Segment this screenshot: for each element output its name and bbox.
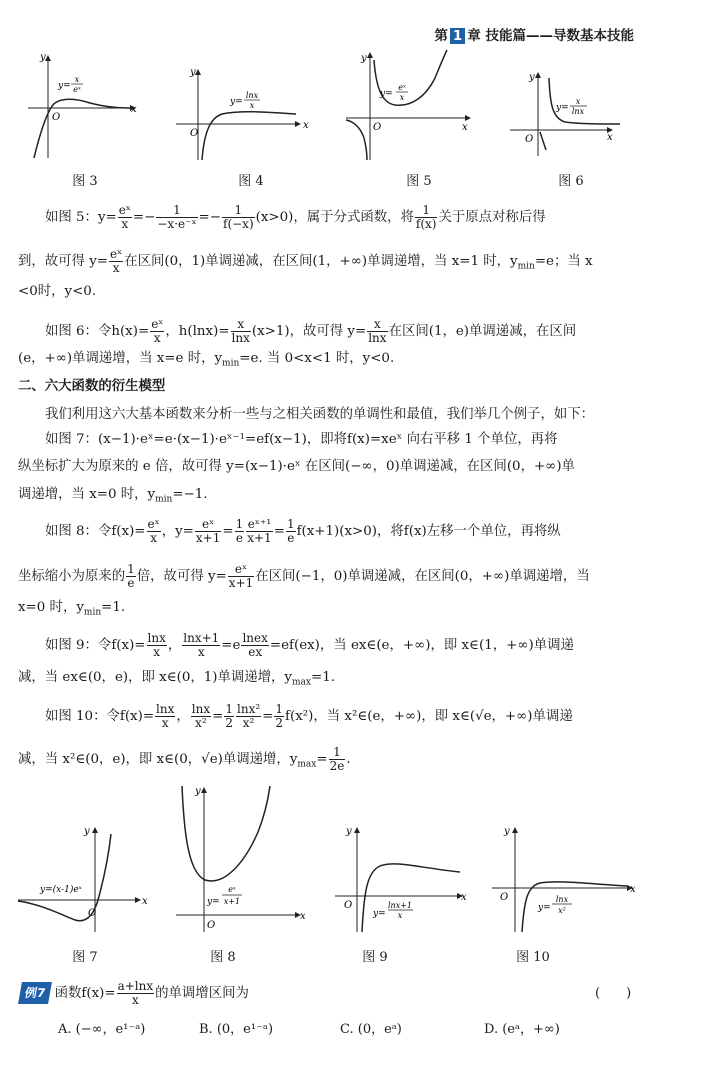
svg-text:lnx: lnx [245,91,259,100]
svg-text:x: x [607,132,613,143]
svg-text:x²: x² [558,906,566,915]
svg-text:eˣ: eˣ [398,83,406,92]
para-fig7-line1: 如图 7：(x−1)·eˣ=e·(x−1)·eˣ⁻¹=ef(x−1)，即将f(x)=xeˣ 向右平移 1 个单位，再将 [45,432,558,447]
graph-4 [176,67,309,160]
svg-text:y: y [361,53,367,64]
svg-text:y=: y= [207,897,220,907]
para-fig8-line2: 坐标缩小为原来的 $\frac{1}{e}$ 倍，故可得 y= $\frac{\text{eˣ}}{x+1}$ 在区间(−1，0)单调递减，在区间(0，+∞)单调递增，当 [18,562,590,590]
para-fig9-line2: 减，当 ex∈(0，e)，即 x∈(0，1)单调递增，$y_{max}=1$. [18,670,335,688]
graph-9-curve [362,864,460,932]
svg-text:y: y [529,72,535,83]
svg-text:O: O [88,908,97,919]
option-d[interactable]: D. (eᵃ，+∞) [484,1022,560,1037]
para-fig6-line1: 如图 6：令h(x)= $\frac{\text{eˣ}}{x}$ ，h(lnx)= $\frac{x}{\ln x}$ (x>1)，故可得 y= $\frac{x}{\ln x}$ 在区间(1，e)单调递减，在区间 [45,317,577,345]
caption-fig6: 图 6 [558,174,584,189]
graph-3 [28,52,137,158]
para-fig5-line3: <0时，y<0. [18,284,97,299]
graph-10 [492,826,636,932]
svg-text:eˣ: eˣ [228,885,236,894]
svg-text:x: x [397,911,403,920]
example-badge: 例7 [18,982,52,1004]
para-fig6-line2: (e，+∞)单调递增，当 x=e 时，$y_{min}=e$. 当 0<x<1 时，y<0. [18,351,395,369]
graph-5 [346,50,470,160]
section-title: 二、六大函数的衍生模型 [18,379,166,394]
caption-fig9: 图 9 [362,950,388,965]
graph-7 [18,826,148,932]
svg-text:y: y [190,67,196,78]
caption-fig5: 图 5 [406,174,432,189]
svg-text:lnx: lnx [555,895,569,904]
para-fig7-line3: 调递增，当 x=0 时，$y_{min}=-1$. [18,487,208,505]
para-fig9-line1: 如图 9：令f(x)= $\frac{\ln x}{x}$ ， $\frac{\ln x+1}{x}$ =e $\frac{\text{lnex}}{ex}$ =ef(ex)，当 ex∈(e，+∞)，即 x∈(1，+∞)单调递 [45,631,574,659]
para-fig10-line1: 如图 10：令f(x)= $\frac{\ln x}{x}$ ， $\frac{\ln x}{\text{x²}}$ = $\frac{1}{2}$ $\frac{\text{lnx²}}{\text{x²}}$ = $\frac{1}{2}$ f(x²)，当 x²∈(e，+∞)，即 x∈(√e，+∞)单调递 [45,702,573,730]
option-a[interactable]: A. (−∞，e¹⁻ᵃ) [58,1022,146,1037]
graph-7-curve [18,834,111,921]
svg-text:x: x [575,97,581,106]
svg-text:eˣ: eˣ [73,85,81,94]
svg-text:y=(x-1)eˣ: y=(x-1)eˣ [40,885,82,895]
svg-text:O: O [190,128,199,139]
svg-text:x+1: x+1 [223,897,241,906]
intro-text: 我们利用这六大基本函数来分析一些与之相关函数的单调性和最值，我们举几个例子，如下： [45,407,595,422]
svg-text:y=: y= [373,909,386,919]
svg-text:y=: y= [380,89,393,99]
svg-text:y=: y= [556,103,569,113]
example-7-question: 例7 函数f(x)= $\frac{a+\ln x}{x}$ 的单调增区间为 [20,980,702,1007]
para-fig8-line3: x=0 时，$y_{min}=1$. [18,600,126,618]
para-fig5-line1: 如图 5：y= $\frac{\text{eˣ}}{x}$ =− $\frac{1}{\text{−x·e⁻ˣ}}$ =− $\frac{1}{f(-x)}$ (x>0)，属于分式函数，将 $\frac{1}{f(x)}$ 关于原点对称后得 [45,203,546,231]
graph-6-curve [549,78,620,124]
graph-9 [335,826,467,932]
svg-text:x: x [74,75,80,84]
graph-4-curve [202,112,296,160]
svg-text:O: O [344,900,353,911]
graph-8-curve [182,786,270,881]
svg-text:x: x [300,911,306,922]
caption-fig7: 图 7 [72,950,98,965]
caption-fig10: 图 10 [516,950,550,965]
caption-fig4: 图 4 [238,174,264,189]
svg-text:O: O [525,134,534,145]
svg-text:O: O [207,920,216,931]
svg-text:y=: y= [538,903,551,913]
para-fig8-line1: 如图 8：令f(x)= $\frac{\text{eˣ}}{x}$ ，y= $\frac{\text{eˣ}}{x+1}$ = $\frac{1}{e}$ $\frac{\text{eˣ⁺¹}}{x+1}$ = $\frac{1}{e}$ f(x+1)(x>0)，将f(x)左移一个单位，再将纵 [45,517,561,545]
chapter-header: 第 1 章 技能篇——导数基本技能 [434,28,634,44]
svg-text:x: x [131,104,137,115]
svg-text:x: x [303,120,309,131]
option-c[interactable]: C. (0，eᵃ) [340,1022,402,1037]
svg-text:y: y [40,52,46,63]
svg-text:x: x [249,101,255,110]
svg-text:lnx: lnx [571,107,585,116]
option-b[interactable]: B. (0，e¹⁻ᵃ) [199,1022,274,1037]
answer-bracket: ( ) [595,986,632,1001]
svg-text:x: x [399,93,405,102]
svg-text:O: O [52,112,61,123]
bottom-graphs [0,782,719,942]
svg-text:O: O [373,122,382,133]
svg-text:y=: y= [58,81,71,91]
svg-text:O: O [500,892,509,903]
svg-text:x: x [142,896,148,907]
para-fig7-line2: 纵坐标扩大为原来的 e 倍，故可得 y=(x−1)·eˣ 在区间(−∞，0)单调递减，在区间(0，+∞)单 [18,459,575,474]
para-fig10-line2: 减，当 x²∈(0，e)，即 x∈(0，√e)单调递增，$y_{max}=$ $\frac{1}{2e}$ . [18,745,351,773]
svg-text:y: y [346,826,352,837]
chapter-number: 1 [450,28,465,44]
svg-text:x: x [461,892,467,903]
svg-text:x: x [630,884,636,895]
caption-fig8: 图 8 [210,950,236,965]
svg-text:y: y [195,786,201,797]
svg-text:y=: y= [230,97,243,107]
graph-8 [176,786,306,932]
caption-fig3: 图 3 [72,174,98,189]
graph-6-curve-left [540,132,546,150]
graph-5-curve-left [346,120,367,160]
svg-text:y: y [84,826,90,837]
svg-text:x: x [462,122,468,133]
graph-6 [510,72,620,156]
svg-text:lnx+1: lnx+1 [387,901,413,910]
svg-text:y: y [504,826,510,837]
para-fig5-line2: 到，故可得 y= $\frac{\text{eˣ}}{x}$ 在区间(0，1)单调递减，在区间(1，+∞)单调递增，当 x=1 时，$y_{min}=e$；当 x [18,247,593,275]
top-graphs [0,48,719,166]
